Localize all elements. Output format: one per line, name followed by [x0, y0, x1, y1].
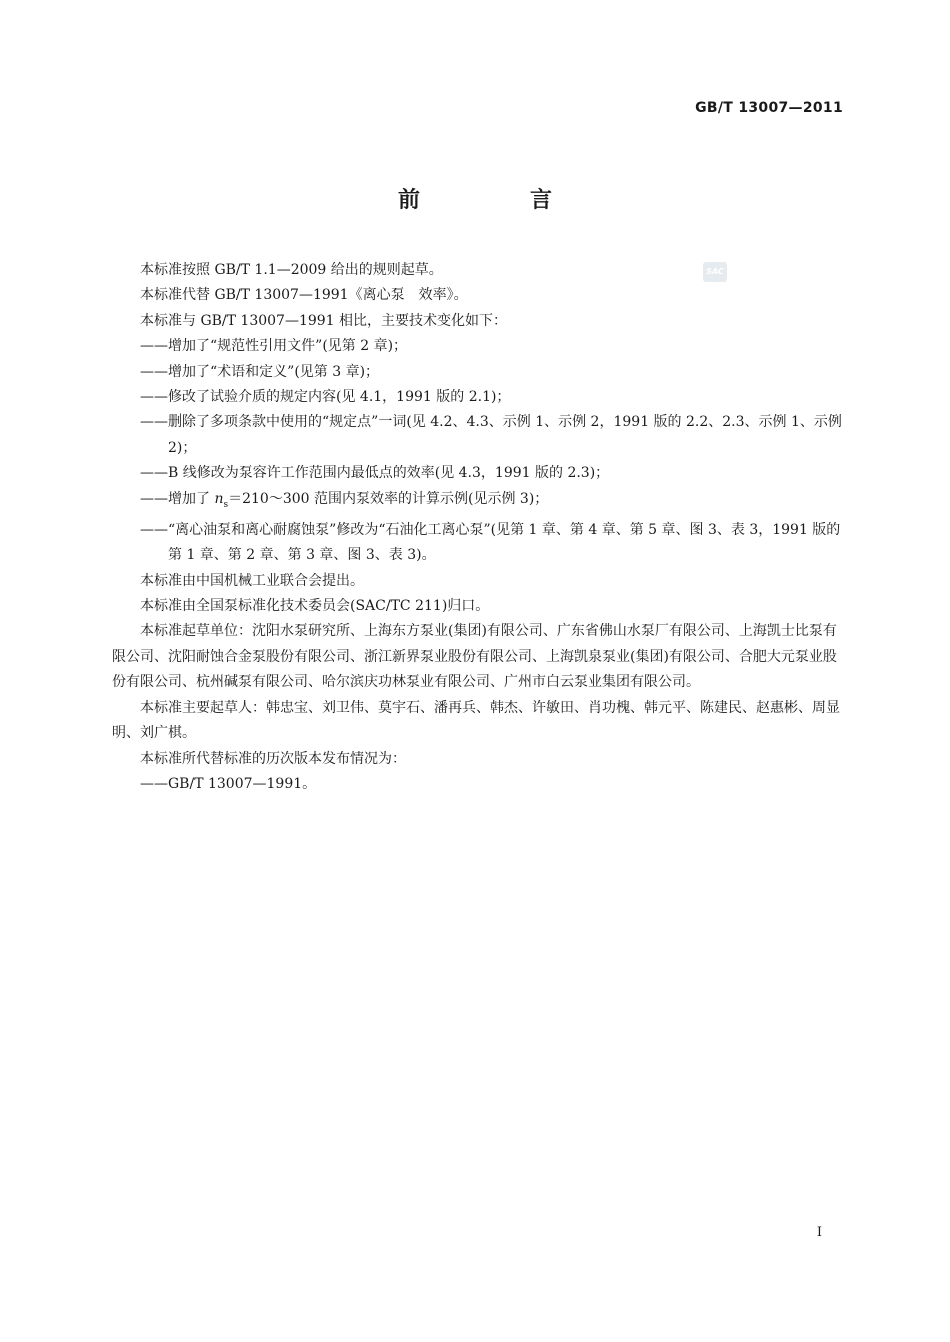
- change-item: [112, 487, 844, 518]
- change-text: 删除了多项条款中使用的“规定点”一词(见 4.2、4.3、示例 1、示例 2，1991 版的 2.2、2.3、示例 1、示例 2)；: [168, 414, 842, 456]
- paragraph-centralized-by: 本标准由全国泵标准化技术委员会(SAC/TC 211)归口。: [140, 598, 490, 615]
- paragraph-drafting-units: 本标准起草单位：沈阳水泵研究所、上海东方泵业(集团)有限公司、广东省佛山水泵厂有限公司、上海凯士比泵有限公司、沈阳耐蚀合金泵股份有限公司、浙江新界泵业股份有限公司、上海凯泉泵业(集团)有限公司、合肥大元泵业股份有限公司、杭州碱泵有限公司、哈尔滨庆功林泵业有限公司、广州市白云泵业集团有限公司。: [112, 623, 837, 691]
- change-text: 修改了试验介质的规定内容(见 4.1，1991 版的 2.1)；: [168, 389, 511, 406]
- dash-marker: ——: [140, 521, 168, 538]
- dash-marker: ——: [140, 414, 168, 431]
- change-text: 增加了“规范性引用文件”(见第 2 章)；: [168, 338, 408, 355]
- paragraph-replaces: 本标准代替 GB/T 13007—1991《离心泵 效率》。: [140, 287, 468, 304]
- specific-speed-symbol: [214, 490, 229, 510]
- history-item: [112, 772, 844, 797]
- change-item: [112, 334, 844, 359]
- change-text-prefix: 增加了: [168, 490, 215, 507]
- foreword-body: [112, 258, 844, 797]
- dash-marker: ——: [140, 363, 168, 380]
- change-text: 增加了“术语和定义”(见第 3 章)；: [168, 363, 380, 380]
- paragraph-changes-intro: 本标准与 GB/T 13007—1991 相比，主要技术变化如下：: [140, 312, 508, 329]
- paragraph-proposed-by: 本标准由中国机械工业联合会提出。: [140, 572, 364, 589]
- change-item: [112, 410, 844, 461]
- page-title: 前 言: [397, 188, 596, 213]
- change-item: [112, 518, 844, 569]
- paragraph-history-intro: 本标准所代替标准的历次版本发布情况为：: [140, 750, 406, 767]
- change-item: [112, 385, 844, 410]
- symbol-subscript: s: [223, 499, 229, 510]
- standard-code-header: GB/T 13007—2011: [695, 100, 843, 116]
- dash-marker: ——: [140, 775, 168, 792]
- symbol-n: n: [214, 490, 224, 507]
- dash-marker: ——: [140, 490, 168, 507]
- change-text: “离心油泵和离心耐腐蚀泵”修改为“石油化工离心泵”(见第 1 章、第 4 章、第 5 章、图 3、表 3，1991 版的第 1 章、第 2 章、第 3 章、图 3、表 3)。: [168, 521, 841, 564]
- page-number: I: [816, 1225, 822, 1240]
- dash-marker: ——: [140, 338, 168, 355]
- dash-marker: ——: [140, 465, 168, 482]
- dash-marker: ——: [140, 389, 168, 406]
- paragraph-drafting-rules: 本标准按照 GB/T 1.1—2009 给出的规则起草。: [140, 262, 443, 278]
- change-text: B 线修改为泵容许工作范围内最低点的效率(见 4.3，1991 版的 2.3)；: [168, 465, 610, 482]
- history-text: GB/T 13007—1991。: [168, 775, 317, 792]
- change-item: [112, 360, 844, 385]
- change-text-suffix: ＝210～300 范围内泵效率的计算示例(见示例 3)；: [228, 490, 549, 507]
- paragraph-drafters: 本标准主要起草人：韩忠宝、刘卫伟、莫宇石、潘再兵、韩杰、许敏田、肖功槐、韩元平、陈建民、赵惠彬、周显明、刘广棋。: [112, 699, 840, 742]
- sac-watermark-logo: SAC: [703, 262, 727, 282]
- change-item: [112, 461, 844, 486]
